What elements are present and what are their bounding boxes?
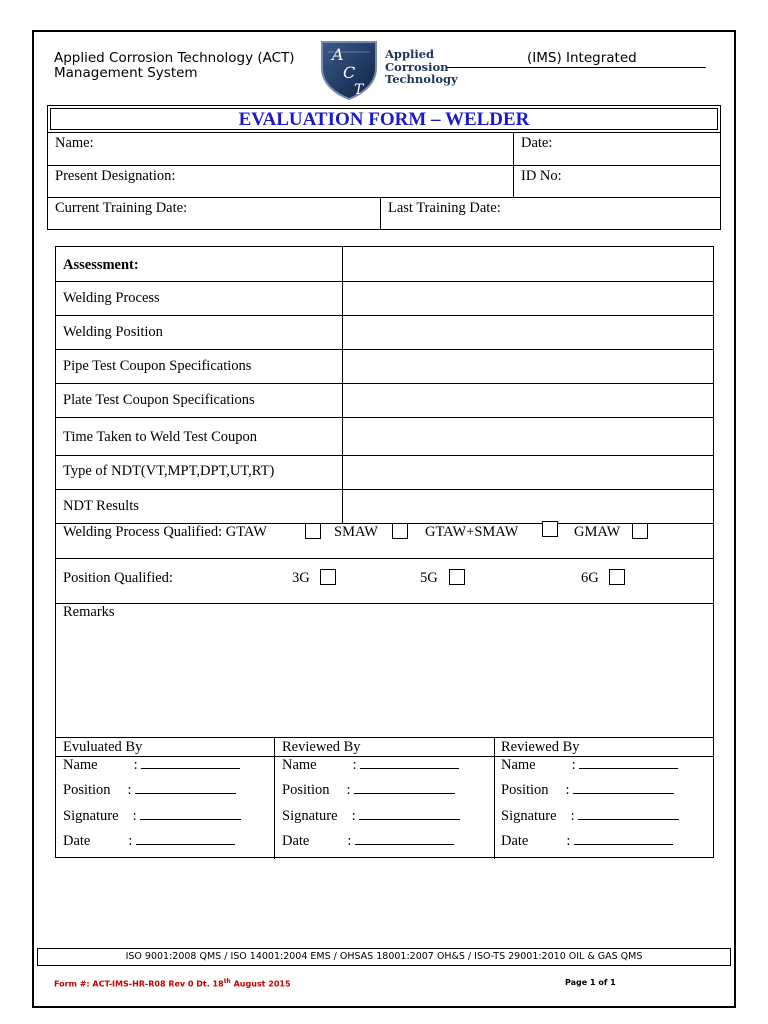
current-training-label: Current Training Date:	[55, 200, 188, 216]
gmaw-label: GMAW	[574, 524, 621, 540]
form-number: Form #: ACT-IMS-HR-R08 Rev 0 Dt. 18th August 2015	[54, 978, 291, 989]
reviewer1-position-field[interactable]: Position :	[282, 782, 455, 799]
logo-letter-a: A	[332, 45, 344, 64]
evaluator-name-field[interactable]: Name :	[63, 757, 240, 774]
assessment-divider	[342, 247, 343, 523]
last-training-field[interactable]	[380, 197, 721, 230]
logo-word-2: Corrosion	[385, 59, 449, 74]
reviewer1-name-field[interactable]: Name :	[282, 757, 459, 774]
gmaw-checkbox[interactable]	[632, 523, 648, 539]
reviewed-by-heading: Reviewed By	[501, 739, 580, 755]
designation-field[interactable]	[47, 165, 514, 198]
assessment-row-label: Pipe Test Coupon Specifications	[63, 358, 252, 374]
assessment-table	[55, 246, 714, 858]
date-field[interactable]	[513, 132, 721, 166]
gtaw-smaw-label: GTAW+SMAW	[425, 524, 519, 540]
iso-standards-bar: ISO 9001:2008 QMS / ISO 14001:2004 EMS / OHSAS 18001:2007 OH&S / ISO-TS 29001:2010 OIL & GAS QMS	[37, 948, 731, 966]
reviewer1-signature-field[interactable]: Signature :	[282, 808, 460, 825]
title-box	[47, 105, 721, 133]
date-label: Date:	[521, 135, 553, 151]
position-qualified-label: Position Qualified:	[63, 570, 173, 586]
last-training-label: Last Training Date:	[388, 200, 501, 216]
header-rule	[447, 67, 706, 68]
smaw-checkbox[interactable]	[392, 523, 408, 539]
org-name	[54, 51, 295, 81]
reviewer2-name-field[interactable]: Name :	[501, 757, 678, 774]
logo-word-1: Applied	[385, 47, 435, 61]
6g-checkbox[interactable]	[609, 569, 625, 585]
assessment-row-label: Time Taken to Weld Test Coupon	[63, 429, 258, 445]
name-field[interactable]	[47, 132, 514, 166]
assessment-heading: Assessment:	[63, 257, 139, 273]
act-logo	[318, 38, 380, 100]
6g-label: 6G	[581, 570, 599, 586]
reviewer2-date-field[interactable]: Date :	[501, 833, 673, 850]
id-field[interactable]	[513, 165, 721, 198]
current-training-field[interactable]	[47, 197, 381, 230]
ims-label: (IMS) Integrated	[527, 50, 637, 66]
5g-checkbox[interactable]	[449, 569, 465, 585]
gtaw-checkbox[interactable]	[305, 523, 321, 539]
form-title: EVALUATION FORM – WELDER	[50, 108, 718, 130]
reviewer1-date-field[interactable]: Date :	[282, 833, 454, 850]
name-label: Name:	[55, 135, 94, 151]
assessment-row-label: NDT Results	[63, 498, 139, 514]
designation-label: Present Designation:	[55, 168, 176, 184]
remarks-label: Remarks	[63, 604, 115, 620]
3g-label: 3G	[292, 570, 310, 586]
assessment-row-label: Welding Process	[63, 290, 160, 306]
smaw-label: SMAW	[334, 524, 378, 540]
reviewed-by-heading: Reviewed By	[282, 739, 361, 755]
process-qualified-label: Welding Process Qualified: GTAW	[63, 524, 267, 540]
org-line-1: Applied Corrosion Technology (ACT)	[54, 50, 295, 66]
logo-letter-t: T	[354, 82, 364, 98]
logo-word-3: Technology	[385, 72, 458, 86]
assessment-row-label: Type of NDT(VT,MPT,DPT,UT,RT)	[63, 463, 275, 479]
evaluator-position-field[interactable]: Position :	[63, 782, 236, 799]
reviewer2-signature-field[interactable]: Signature :	[501, 808, 679, 825]
page-number: Page 1 of 1	[565, 978, 616, 987]
gtaw-smaw-checkbox[interactable]	[542, 521, 558, 537]
reviewer2-position-field[interactable]: Position :	[501, 782, 674, 799]
assessment-row-label: Welding Position	[63, 324, 163, 340]
evaluator-date-field[interactable]: Date :	[63, 833, 235, 850]
org-line-2: Management System	[54, 65, 198, 81]
remarks-area[interactable]	[58, 623, 712, 733]
id-label: ID No:	[521, 168, 562, 184]
3g-checkbox[interactable]	[320, 569, 336, 585]
evaluated-by-heading: Evuluated By	[63, 739, 143, 755]
evaluator-signature-field[interactable]: Signature :	[63, 808, 241, 825]
logo-letter-c: C	[343, 63, 356, 82]
5g-label: 5G	[420, 570, 438, 586]
assessment-row-label: Plate Test Coupon Specifications	[63, 392, 255, 408]
